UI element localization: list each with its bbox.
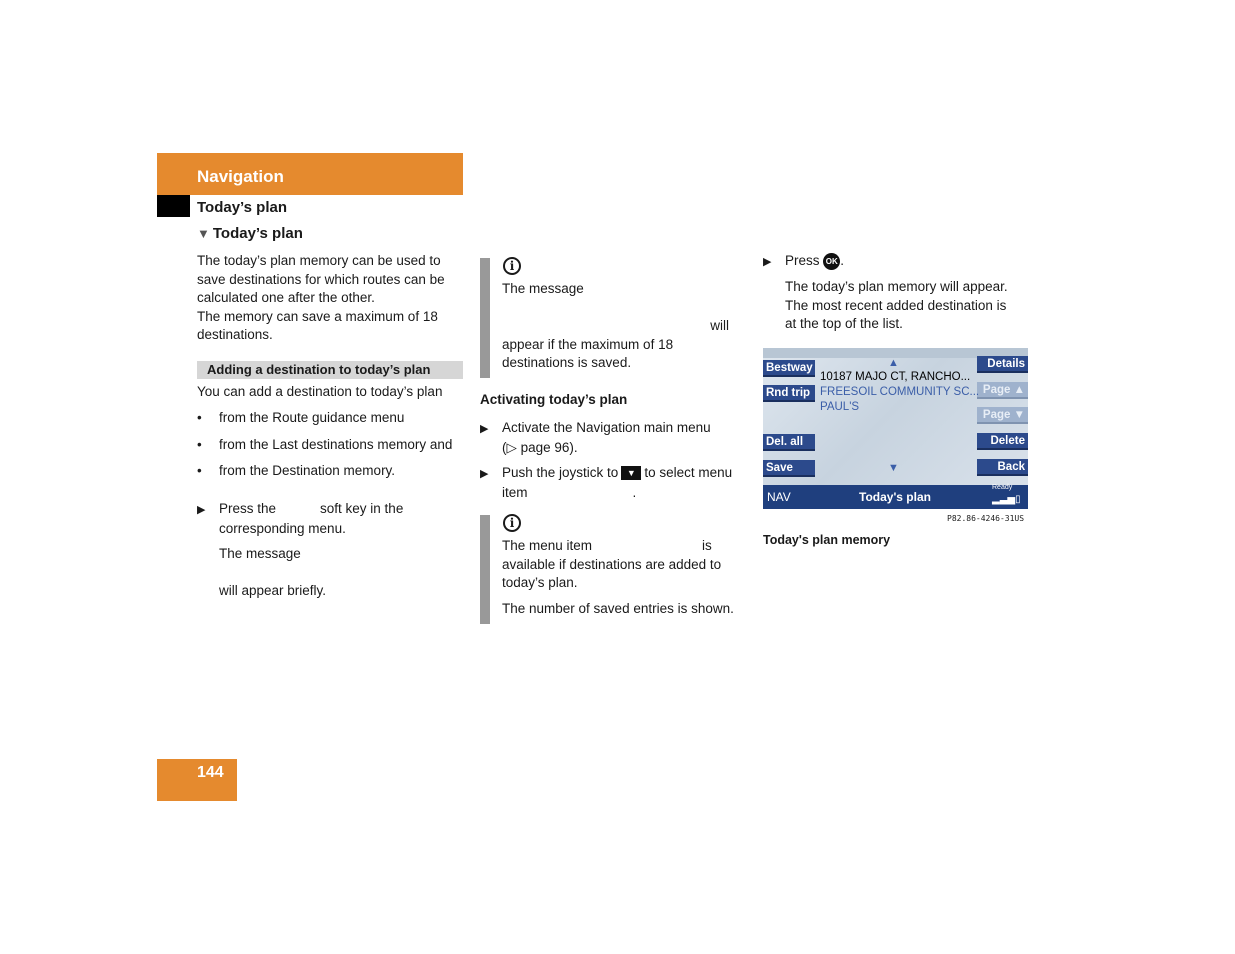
softkey-page-up: Page ▲: [977, 382, 1028, 399]
section-marker: [157, 195, 190, 217]
nav-screen-figure: [763, 348, 1028, 509]
bullet-item: [197, 409, 467, 428]
note-line: The number of saved entries is shown.: [502, 600, 734, 616]
list-item: PAUL'S: [820, 401, 860, 413]
section-title: Today’s plan: [197, 199, 288, 216]
step-arrow-icon: ▶: [197, 504, 206, 516]
note-bar: [480, 515, 490, 624]
note-line: appear if the maximum of 18: [502, 336, 674, 352]
step-text: corresponding menu.: [219, 520, 346, 536]
note-line: destinations is saved.: [502, 355, 632, 371]
note-line: available if destinations are added to: [502, 556, 722, 572]
step-arrow-icon: ▶: [480, 468, 489, 480]
softkey-rnd-trip: Rnd trip: [763, 385, 815, 402]
instruction-step: [480, 464, 750, 502]
step-arrow-icon: ▶: [763, 256, 772, 268]
step-arrow-icon: ▶: [480, 423, 489, 435]
adding-heading: Adding a destination to today’s plan: [197, 361, 463, 379]
subsection-title: [197, 225, 303, 242]
note-line: will: [710, 318, 729, 334]
step-text: item: [502, 484, 528, 500]
softkey-details: Details: [977, 356, 1028, 373]
softkey-page-down: Page ▼: [977, 407, 1028, 424]
intro-line: The today’s plan memory can be used to: [197, 253, 441, 268]
list-item: FREESOIL COMMUNITY SC...: [820, 386, 980, 398]
step-text: Activate the Navigation main menu: [502, 420, 711, 435]
desc-line: The today’s plan memory will appear.: [785, 279, 1008, 294]
signal-strength-icon: ▂▃▅▯: [992, 494, 1021, 505]
down-key-icon: ▼: [621, 466, 641, 480]
note-line: The message: [502, 281, 584, 296]
adding-intro: You can add a destination to today’s plan: [197, 384, 443, 399]
subsection-label: Today’s plan: [212, 225, 303, 242]
bullet-item: [197, 436, 467, 455]
page-number: 144: [197, 764, 224, 781]
figure-caption: Today's plan memory: [763, 533, 891, 547]
step-text: (▷ page 96).: [502, 439, 578, 455]
softkey-back: Back: [977, 459, 1028, 476]
message-text: will appear briefly.: [219, 583, 327, 598]
figure-code: P82.86-4246-31US: [947, 514, 1025, 523]
scroll-up-icon: ▲: [888, 357, 899, 369]
note-line: is: [702, 538, 712, 553]
step-text: .: [840, 253, 845, 268]
step-text: to select menu: [644, 465, 733, 480]
scroll-down-icon: ▼: [888, 462, 899, 474]
info-icon: i: [503, 514, 521, 532]
softkey-delete: Delete: [977, 433, 1028, 450]
bullet-icon: •: [197, 437, 202, 452]
note-bar: [480, 258, 490, 378]
step-text: Press the: [219, 501, 277, 516]
note-line: today’s plan.: [502, 575, 578, 591]
chapter-title: Navigation: [197, 167, 284, 186]
intro-line: destinations.: [197, 327, 273, 343]
step-text: Press: [785, 253, 820, 268]
step-text: .: [632, 484, 637, 500]
note-line: The menu item: [502, 538, 593, 553]
info-icon: i: [503, 257, 521, 275]
list-item-selected: 10187 MAJO CT, RANCHO...: [820, 371, 971, 383]
instruction-step: [197, 500, 463, 538]
softkey-del-all: Del. all: [763, 434, 815, 451]
bullet-item: [197, 462, 467, 481]
status-bar: [763, 485, 1028, 509]
step-text: Push the joystick to: [502, 465, 619, 480]
message-text: The message: [219, 546, 301, 561]
intro-line: save destinations for which routes can be: [197, 271, 445, 287]
note-text: [502, 537, 747, 618]
instruction-step: [763, 252, 844, 272]
bullet-icon: •: [197, 463, 202, 478]
activating-heading: Activating today’s plan: [480, 392, 628, 407]
desc-line: The most recent added destination is: [785, 297, 1007, 313]
softkey-bestway: Bestway: [763, 360, 815, 377]
bullet-icon: •: [197, 410, 202, 425]
instruction-step: [480, 419, 750, 457]
ok-key-icon: OK: [823, 253, 840, 270]
step-text: soft key in the: [320, 501, 404, 516]
status-ready: Ready: [992, 484, 1013, 491]
triangle-icon: ▼: [197, 226, 210, 241]
result-description: [785, 278, 1030, 334]
desc-line: at the top of the list.: [785, 316, 903, 332]
intro-paragraph: [197, 252, 463, 345]
status-mode: NAV: [767, 490, 791, 504]
bullet-text: from the Last destinations memory and: [219, 437, 453, 452]
status-title: Today's plan: [859, 490, 931, 504]
softkey-save: Save: [763, 460, 815, 477]
intro-line: calculated one after the other.: [197, 290, 375, 306]
bullet-text: from the Route guidance menu: [219, 410, 405, 425]
bullet-text: from the Destination memory.: [219, 463, 396, 478]
note-text: [502, 280, 747, 373]
intro-line: The memory can save a maximum of 18: [197, 308, 438, 324]
